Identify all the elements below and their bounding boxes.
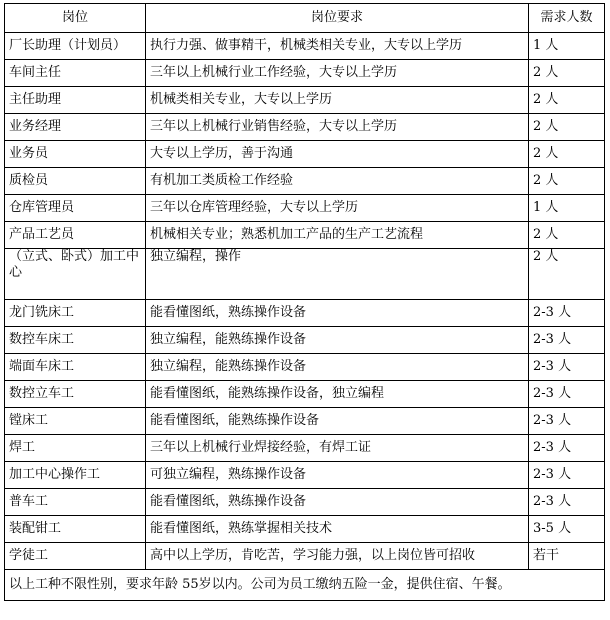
cell-count: 1 人 — [529, 33, 605, 60]
table-row — [5, 87, 605, 114]
cell-position: 厂长助理（计划员） — [5, 33, 146, 60]
header-position: 岗位 — [5, 4, 146, 33]
table-row — [5, 195, 605, 222]
cell-count: 2 人 — [529, 168, 605, 195]
header-row — [5, 4, 605, 33]
table-row — [5, 60, 605, 87]
table-row — [5, 435, 605, 462]
table-row — [5, 141, 605, 168]
cell-count: 3-5 人 — [529, 516, 605, 543]
cell-position: 加工中心操作工 — [5, 462, 146, 489]
cell-requirement: 机械类相关专业，大专以上学历 — [146, 87, 529, 114]
cell-requirement: 能看懂图纸，熟练掌握相关技术 — [146, 516, 529, 543]
cell-requirement: 能看懂图纸，能熟练操作设备 — [146, 408, 529, 435]
cell-count: 2 人 — [529, 222, 605, 249]
table-row — [5, 33, 605, 60]
cell-count: 2 人 — [529, 114, 605, 141]
table-row — [5, 381, 605, 408]
cell-requirement: 可独立编程，熟练操作设备 — [146, 462, 529, 489]
cell-requirement: 三年以上机械行业销售经验，大专以上学历 — [146, 114, 529, 141]
table-row — [5, 516, 605, 543]
cell-position: 仓库管理员 — [5, 195, 146, 222]
cell-requirement: 独立编程，操作 — [146, 249, 529, 300]
recruitment-table-container — [4, 3, 604, 601]
cell-position: 主任助理 — [5, 87, 146, 114]
table-row — [5, 354, 605, 381]
cell-requirement: 大专以上学历，善于沟通 — [146, 141, 529, 168]
cell-position: 龙门铣床工 — [5, 300, 146, 327]
table-row — [5, 489, 605, 516]
cell-requirement: 三年以仓库管理经验，大专以上学历 — [146, 195, 529, 222]
cell-requirement: 高中以上学历，肯吃苦，学习能力强，以上岗位皆可招收 — [146, 543, 529, 570]
cell-count: 2-3 人 — [529, 435, 605, 462]
table-row — [5, 249, 605, 300]
cell-position: 业务经理 — [5, 114, 146, 141]
cell-position: 车间主任 — [5, 60, 146, 87]
header-requirement: 岗位要求 — [146, 4, 529, 33]
cell-count: 若干 — [529, 543, 605, 570]
cell-requirement: 三年以上机械行业焊接经验，有焊工证 — [146, 435, 529, 462]
cell-count: 2 人 — [529, 249, 605, 300]
cell-count: 2-3 人 — [529, 327, 605, 354]
cell-position: 装配钳工 — [5, 516, 146, 543]
cell-count: 2-3 人 — [529, 300, 605, 327]
cell-requirement: 三年以上机械行业工作经验，大专以上学历 — [146, 60, 529, 87]
table-row — [5, 408, 605, 435]
cell-count: 2 人 — [529, 60, 605, 87]
table-row — [5, 168, 605, 195]
cell-position: 数控立车工 — [5, 381, 146, 408]
table-row — [5, 543, 605, 570]
table-row — [5, 462, 605, 489]
cell-position: 镗床工 — [5, 408, 146, 435]
cell-requirement: 能看懂图纸，熟练操作设备 — [146, 489, 529, 516]
cell-position: 业务员 — [5, 141, 146, 168]
table-body — [5, 33, 605, 570]
table-row — [5, 114, 605, 141]
cell-count: 2 人 — [529, 87, 605, 114]
cell-requirement: 执行力强、做事精干，机械类相关专业，大专以上学历 — [146, 33, 529, 60]
cell-count: 2-3 人 — [529, 381, 605, 408]
cell-count: 2-3 人 — [529, 489, 605, 516]
cell-count: 2-3 人 — [529, 462, 605, 489]
cell-requirement: 有机加工类质检工作经验 — [146, 168, 529, 195]
cell-requirement: 独立编程，能熟练操作设备 — [146, 354, 529, 381]
recruitment-table — [4, 3, 605, 601]
cell-count: 2 人 — [529, 141, 605, 168]
cell-position: 焊工 — [5, 435, 146, 462]
cell-requirement: 独立编程，能熟练操作设备 — [146, 327, 529, 354]
cell-requirement: 能看懂图纸，能熟练操作设备，独立编程 — [146, 381, 529, 408]
table-row — [5, 300, 605, 327]
cell-requirement: 能看懂图纸，熟练操作设备 — [146, 300, 529, 327]
table-row — [5, 327, 605, 354]
header-count: 需求人数 — [529, 4, 605, 33]
cell-position: 学徒工 — [5, 543, 146, 570]
footer-row — [5, 570, 605, 601]
footer-note: 以上工种不限性别，要求年龄 55岁以内。公司为员工缴纳五险一金，提供住宿、午餐。 — [5, 570, 605, 601]
table-row — [5, 222, 605, 249]
cell-count: 2-3 人 — [529, 408, 605, 435]
cell-position: 质检员 — [5, 168, 146, 195]
cell-requirement: 机械相关专业；熟悉机加工产品的生产工艺流程 — [146, 222, 529, 249]
cell-position: 普车工 — [5, 489, 146, 516]
cell-position: 端面车床工 — [5, 354, 146, 381]
cell-count: 1 人 — [529, 195, 605, 222]
cell-position: 数控车床工 — [5, 327, 146, 354]
cell-position: 产品工艺员 — [5, 222, 146, 249]
cell-position: （立式、卧式）加工中心 — [5, 249, 146, 300]
cell-count: 2-3 人 — [529, 354, 605, 381]
